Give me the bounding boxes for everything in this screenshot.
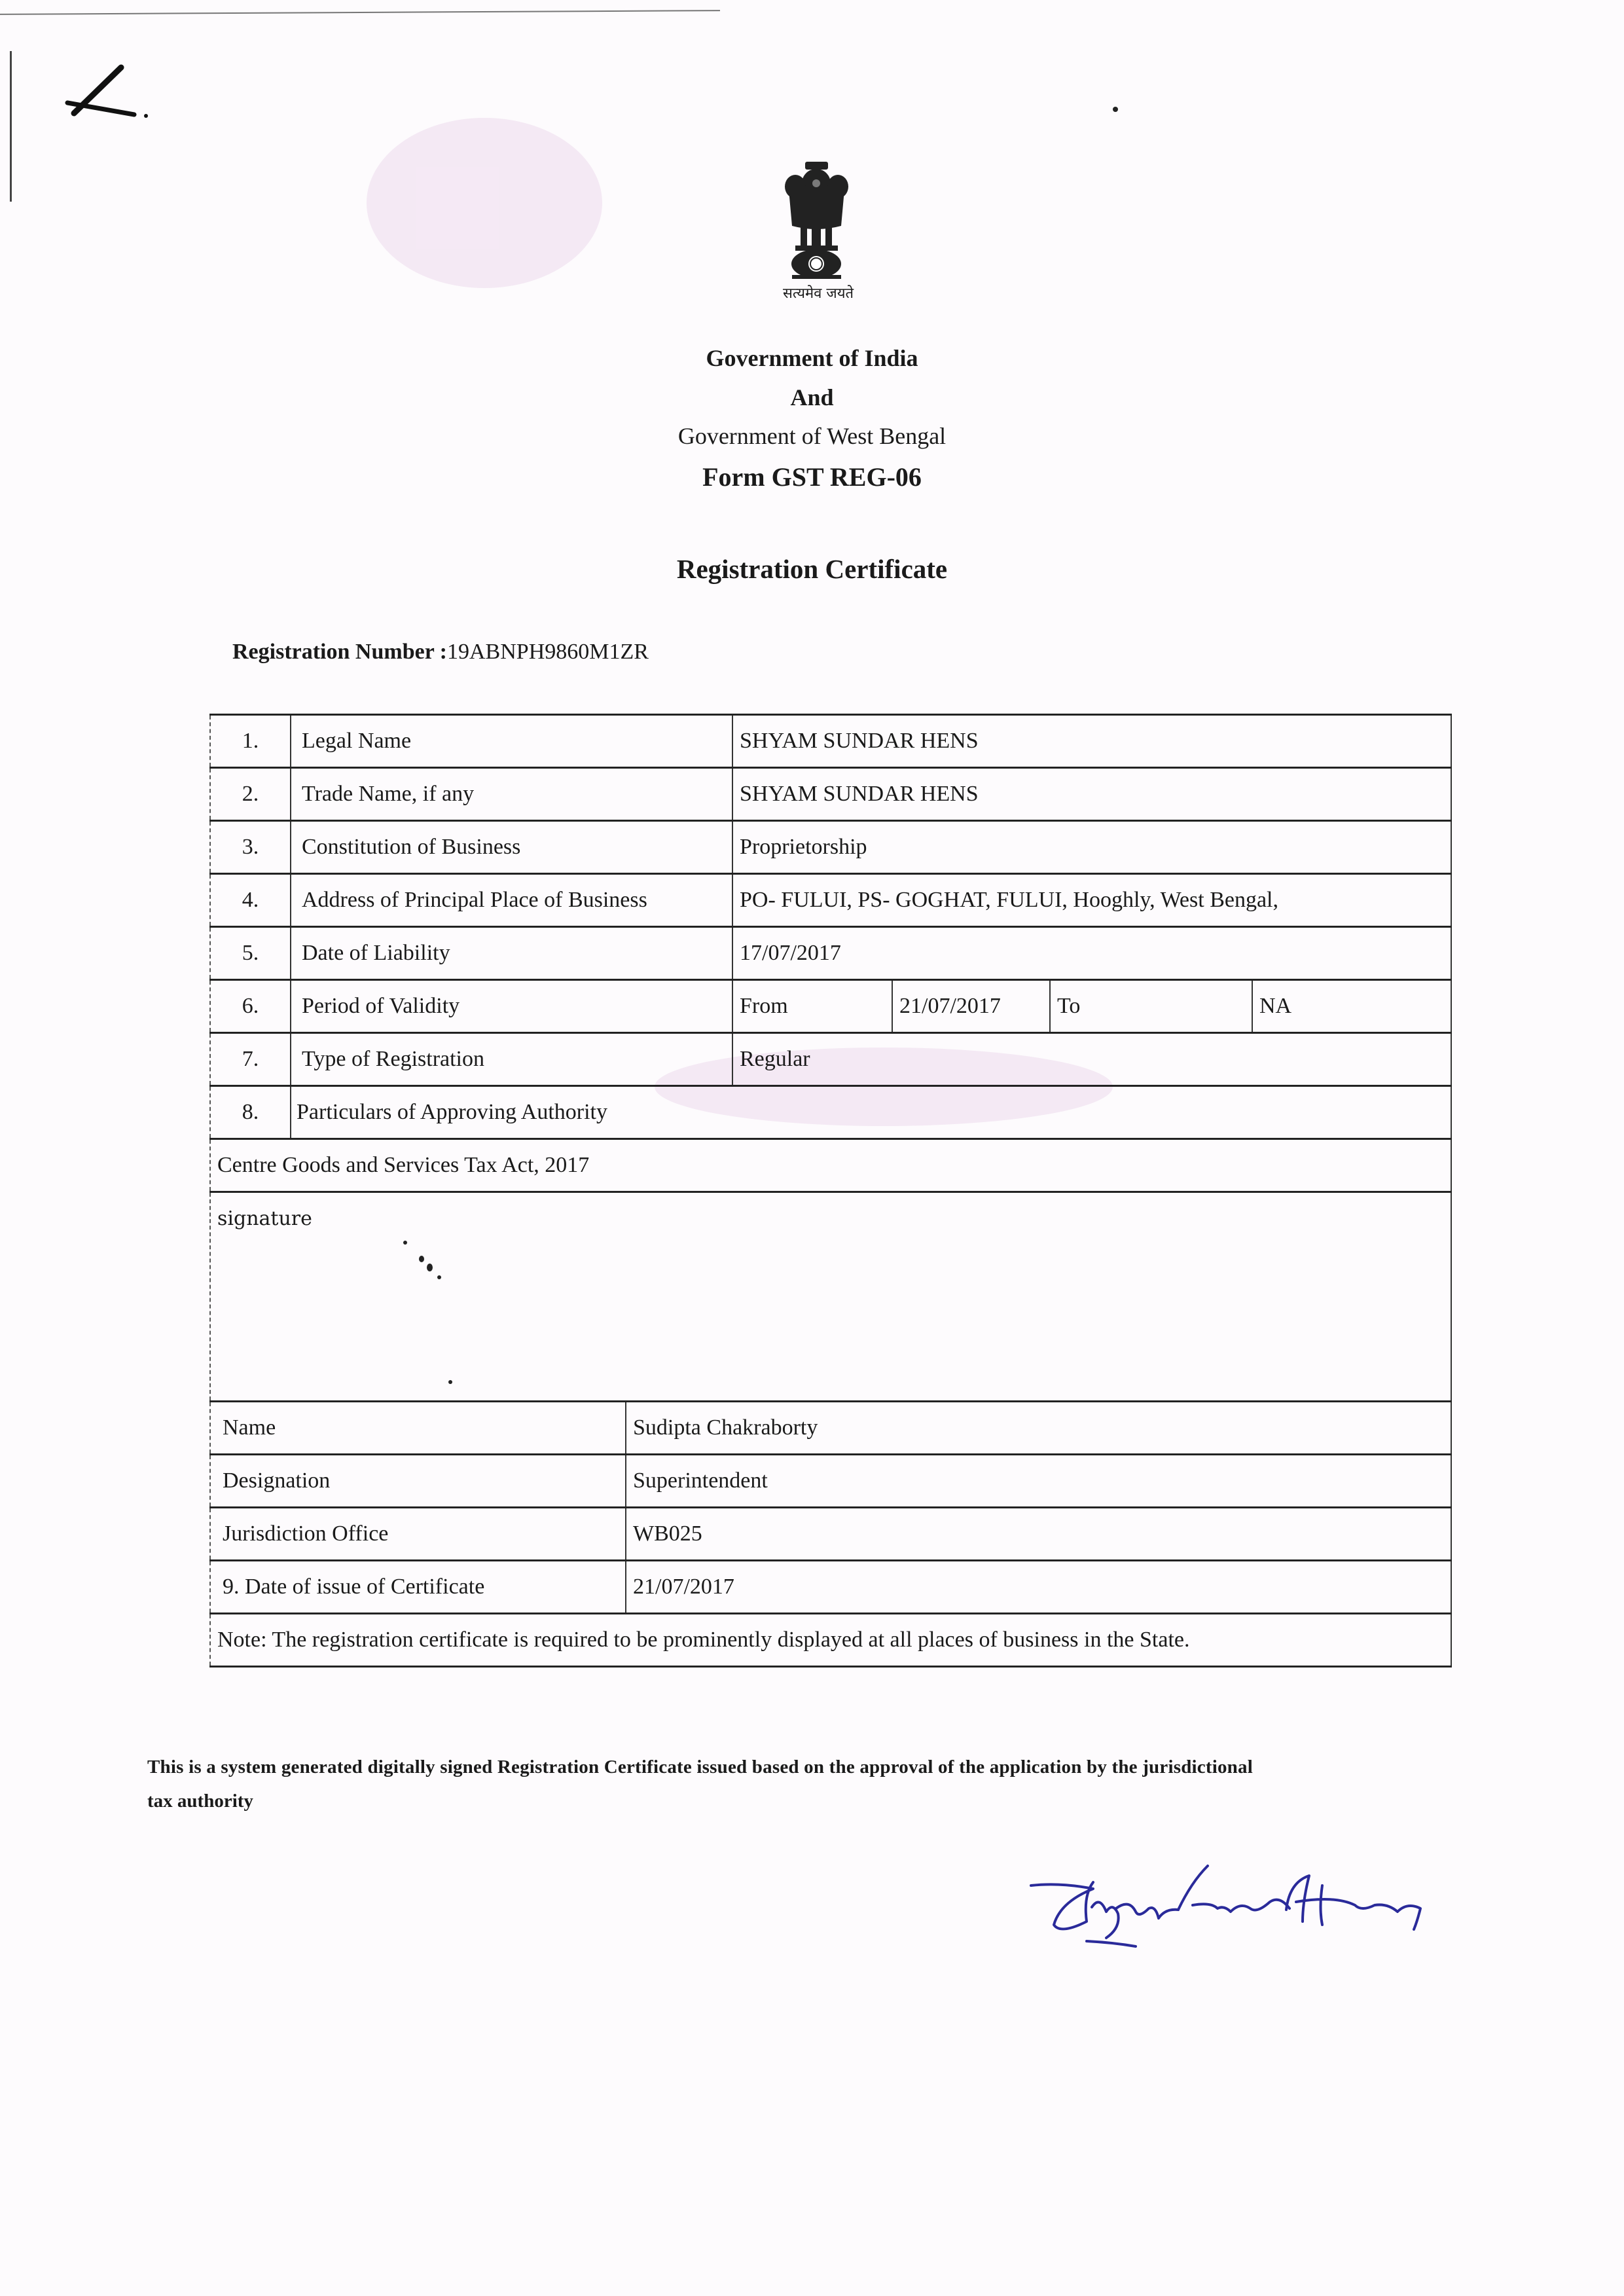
row-label: Particulars of Approving Authority (290, 1087, 1452, 1138)
row-label: Trade Name, if any (290, 769, 732, 820)
table-row-note (209, 1613, 1452, 1667)
authority-value: 21/07/2017 (625, 1561, 1452, 1613)
row-number: 6. (209, 981, 290, 1032)
heading-government-of-west-bengal: Government of West Bengal (677, 423, 947, 449)
table-row-address (209, 873, 1452, 926)
table-row-type-of-registration (209, 1032, 1452, 1085)
table-row-signature (209, 1191, 1452, 1400)
footer-disclaimer-line1: This is a system generated digitally signed Registration Certificate issued based on the approval of the application by the jurisdictional (147, 1757, 1253, 1777)
row-label: Date of Liability (290, 928, 732, 979)
row-value: Regular (732, 1034, 1452, 1085)
note-text: Note: The registration certificate is required to be prominently displayed at all places of business in the State. (209, 1614, 1452, 1666)
ink-dot (419, 1256, 424, 1262)
national-emblem-icon (776, 141, 857, 298)
ink-dot (427, 1264, 433, 1271)
footer-disclaimer-line2: tax authority (147, 1791, 253, 1812)
handwritten-signature (1021, 1856, 1466, 1948)
heading-government-of-india: Government of India (706, 345, 918, 371)
document-title: Registration Certificate (676, 554, 948, 584)
table-row-period-of-validity (209, 979, 1452, 1032)
ink-dot (403, 1241, 407, 1245)
heading-and: And (790, 384, 834, 410)
registration-number-value: 19ABNPH9860M1ZR (447, 640, 649, 664)
row-label: Constitution of Business (290, 822, 732, 873)
validity-to-label: To (1049, 981, 1252, 1032)
table-row-date-of-liability (209, 926, 1452, 979)
row-value: Proprietorship (732, 822, 1452, 873)
authority-label: Name (209, 1402, 625, 1453)
ink-dot (448, 1380, 452, 1384)
signature-label-text: signature (217, 1207, 312, 1230)
registration-number-label: Registration Number : (232, 640, 447, 664)
table-row-act (209, 1138, 1452, 1191)
row-number: 4. (209, 875, 290, 926)
ink-dot (1113, 107, 1118, 112)
row-value: 17/07/2017 (732, 928, 1452, 979)
table-row-trade-name (209, 767, 1452, 820)
row-number: 3. (209, 822, 290, 873)
ink-dot (437, 1275, 441, 1279)
table-row-legal-name (209, 714, 1452, 767)
row-number: 2. (209, 769, 290, 820)
scan-margin-line (10, 51, 12, 202)
authority-row-name (209, 1400, 1452, 1453)
emblem-motto: सत्यमेव जयते (782, 285, 854, 302)
scan-edge-line (0, 10, 720, 15)
signature-label (209, 1193, 1452, 1400)
row-label: Legal Name (290, 716, 732, 767)
registration-details-table (209, 714, 1452, 1667)
row-value: PO- FULUI, PS- GOGHAT, FULUI, Hooghly, West Bengal, (732, 875, 1452, 926)
registration-number (232, 640, 649, 665)
act-name: Centre Goods and Services Tax Act, 2017 (209, 1140, 1452, 1191)
authority-label: Designation (209, 1455, 625, 1506)
validity-from-label: From (732, 981, 892, 1032)
row-value: SHYAM SUNDAR HENS (732, 769, 1452, 820)
row-label: Address of Principal Place of Business (290, 875, 732, 926)
authority-label: 9. Date of issue of Certificate (209, 1561, 625, 1613)
handwritten-tick-icon (62, 62, 160, 134)
validity-to-date: NA (1252, 981, 1452, 1032)
paper-smudge (367, 118, 602, 288)
row-number: 8. (209, 1087, 290, 1138)
authority-row-jurisdiction (209, 1506, 1452, 1559)
form-number: Form GST REG-06 (702, 462, 922, 492)
row-value: SHYAM SUNDAR HENS (732, 716, 1452, 767)
validity-from-date: 21/07/2017 (892, 981, 1049, 1032)
authority-value: WB025 (625, 1508, 1452, 1559)
authority-label: Jurisdiction Office (209, 1508, 625, 1559)
table-row-constitution (209, 820, 1452, 873)
authority-value: Sudipta Chakraborty (625, 1402, 1452, 1453)
row-number: 7. (209, 1034, 290, 1085)
authority-row-issue-date (209, 1559, 1452, 1613)
row-label: Period of Validity (290, 981, 732, 1032)
authority-row-designation (209, 1453, 1452, 1506)
row-number: 1. (209, 716, 290, 767)
row-label: Type of Registration (290, 1034, 732, 1085)
authority-value: Superintendent (625, 1455, 1452, 1506)
row-number: 5. (209, 928, 290, 979)
table-row-approving-authority (209, 1085, 1452, 1138)
